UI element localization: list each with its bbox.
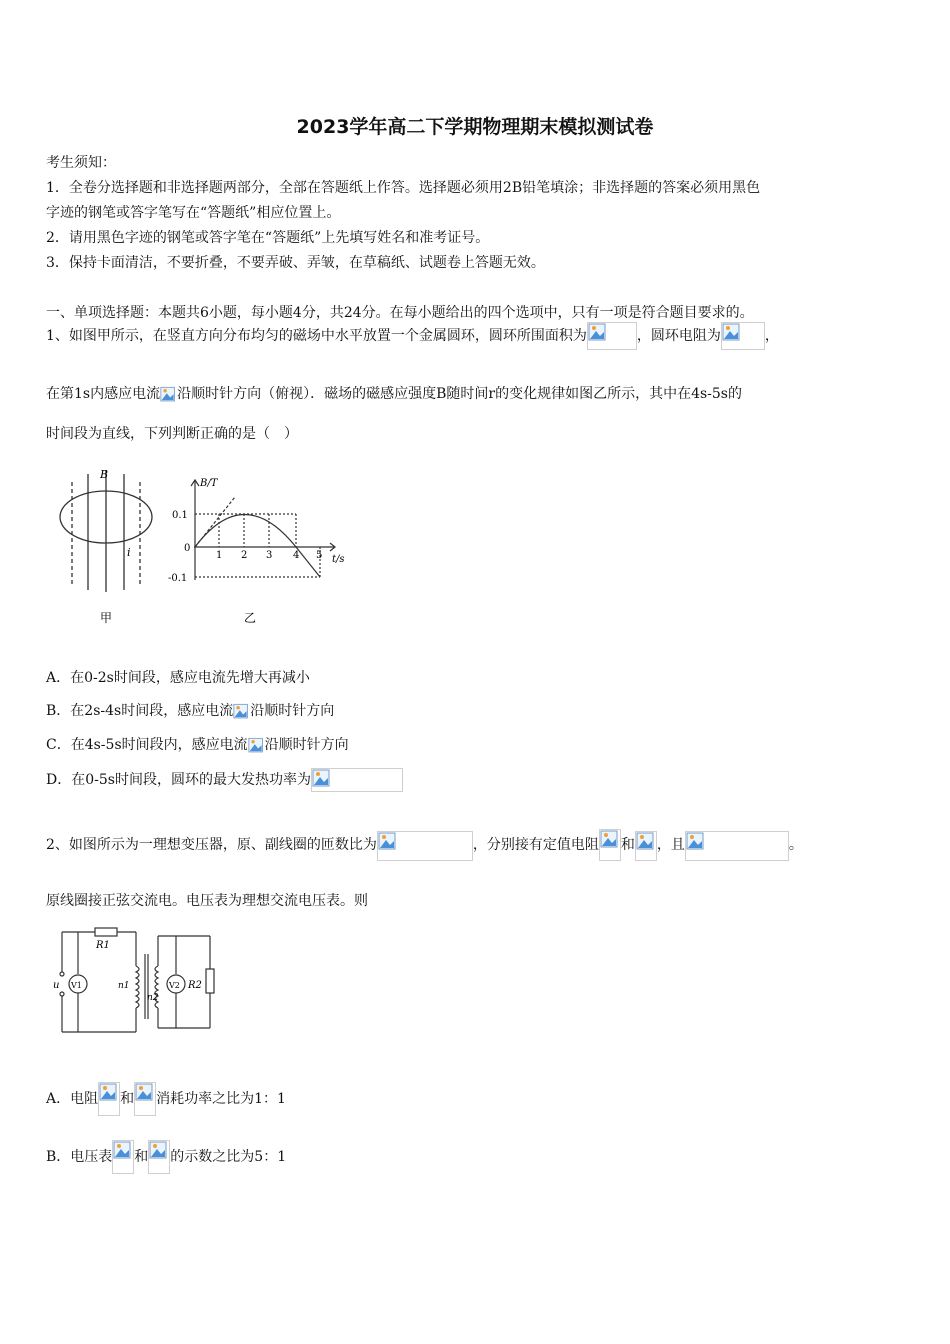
- q2-stem-text: ，且: [656, 837, 685, 853]
- q1-option-c-text: 沿顺时针方向: [264, 737, 349, 753]
- q1-stem-text: 沿顺时针方向（俯视）．磁场的磁感应强度B随时间r的变化规律如图乙所示，其中在4s-5s的: [177, 386, 742, 402]
- q1-option-b-text: B．在2s-4s时间段，感应电流: [46, 703, 234, 719]
- q2-option-a-text: 消耗功率之比为1：1: [156, 1091, 286, 1107]
- q1-option-a: A．在0-2s时间段，感应电流先增大再减小: [46, 670, 310, 686]
- broken-image-icon: [248, 737, 265, 755]
- resistor-r2: [206, 969, 214, 993]
- q1-stem-line-1: [46, 322, 779, 350]
- broken-image-icon: [311, 768, 403, 792]
- section-heading: 一、单项选择题：本题共6小题，每小题4分，共24分。在每小题给出的四个选项中，只有一项是符合题目要求的。: [46, 305, 754, 321]
- q2-option-b-text: 和: [134, 1149, 149, 1165]
- q2-stem-line-1: [46, 829, 803, 861]
- broken-image-icon: [233, 703, 250, 721]
- q2-stem-line-2: 原线圈接正弦交流电。电压表为理想交流电压表。则: [46, 893, 368, 909]
- q1-stem-text: ，: [764, 328, 779, 344]
- tick-label: 5: [316, 550, 323, 561]
- resistor-r1: [95, 928, 117, 936]
- q2-stem-text: ，分别接有定值电阻: [472, 837, 599, 853]
- b-axis-label: B/T: [200, 478, 218, 489]
- v1-label: V1: [71, 981, 82, 990]
- q2-option-a: [46, 1082, 286, 1116]
- q1-stem-line-3: 时间段为直线，下列判断正确的是（ ）: [46, 426, 298, 442]
- field-label: B: [100, 468, 109, 481]
- notice-item-2: 2．请用黑色字迹的钢笔或答字笔在“答题纸”上先填写姓名和准考证号。: [46, 230, 490, 246]
- q1-stem-line-2: [46, 384, 742, 404]
- broken-image-icon: [160, 386, 177, 404]
- v2-label: V2: [169, 981, 180, 990]
- tick-negative: -0.1: [168, 573, 188, 584]
- page-title: 2023学年高二下学期物理期末模拟测试卷: [296, 116, 654, 138]
- tick-label: 3: [266, 550, 273, 561]
- q1-option-d: [46, 768, 403, 792]
- b-curve: [195, 515, 296, 548]
- q1-option-b: [46, 701, 334, 721]
- q1-option-b-text: 沿顺时针方向: [250, 703, 335, 719]
- broken-image-icon: [148, 1140, 170, 1174]
- q1-figure: [50, 462, 360, 632]
- t-axis-label: t/s: [332, 554, 345, 565]
- q2-option-b-text: B．电压表: [46, 1149, 113, 1165]
- q2-stem-text: 。: [788, 837, 803, 853]
- broken-image-icon: [721, 322, 765, 350]
- q2-option-b-text: 的示数之比为5：1: [170, 1149, 287, 1165]
- q2-option-a-text: 和: [120, 1091, 135, 1107]
- notice-item-1a: 1．全卷分选择题和非选择题两部分，全部在答题纸上作答。选择题必须用2B铅笔填涂；非选择题的答案必须用黑色: [46, 180, 761, 196]
- tick-label: 1: [216, 550, 223, 561]
- q1-option-d-text: D．在0-5s时间段，圆环的最大发热功率为: [46, 772, 311, 788]
- tick-label: 4: [293, 550, 300, 561]
- broken-image-icon: [112, 1140, 134, 1174]
- n1-label: n1: [118, 981, 130, 991]
- notice-item-3: 3．保持卡面清洁，不要折叠，不要弄破、弄皱，在草稿纸、试题卷上答题无效。: [46, 255, 545, 271]
- q2-stem-text: 和: [620, 837, 635, 853]
- q1-stem-text: ，圆环电阻为: [636, 328, 721, 344]
- current-label: i: [127, 546, 131, 559]
- q1-option-c: [46, 735, 349, 755]
- notice-heading: 考生须知：: [46, 155, 116, 171]
- figure-jia-label: 甲: [100, 611, 113, 625]
- broken-image-icon: [635, 831, 657, 861]
- broken-image-icon: [377, 831, 473, 861]
- q2-stem-text: 2、如图所示为一理想变压器，原、副线圈的匝数比为: [46, 837, 377, 853]
- figure-yi-label: 乙: [244, 611, 257, 625]
- tick-label: 2: [241, 550, 248, 561]
- q2-circuit-figure: [50, 924, 220, 1039]
- broken-image-icon: [587, 322, 637, 350]
- q2-option-a-text: A．电阻: [46, 1091, 99, 1107]
- notice-item-1b: 字迹的钢笔或答字笔写在“答题纸”相应位置上。: [46, 205, 341, 221]
- broken-image-icon: [134, 1082, 156, 1116]
- q1-stem-text: 在第1s内感应电流: [46, 386, 161, 402]
- origin-label: 0: [184, 543, 191, 554]
- n2-label: n2: [147, 993, 159, 1003]
- q1-stem-text: 1、如图甲所示，在竖直方向分布均匀的磁场中水平放置一个金属圆环，圆环所围面积为: [46, 328, 587, 344]
- tick-positive: 0.1: [172, 510, 188, 521]
- q2-option-b: [46, 1140, 286, 1174]
- r2-label: R2: [188, 980, 202, 991]
- u-label: u: [53, 980, 60, 991]
- primary-coil: [136, 966, 139, 1008]
- broken-image-icon: [685, 831, 789, 861]
- q1-option-c-text: C．在4s-5s时间段内，感应电流: [46, 737, 248, 753]
- broken-image-icon: [98, 1082, 120, 1116]
- broken-image-icon: [599, 829, 621, 861]
- r1-label: R1: [96, 940, 110, 951]
